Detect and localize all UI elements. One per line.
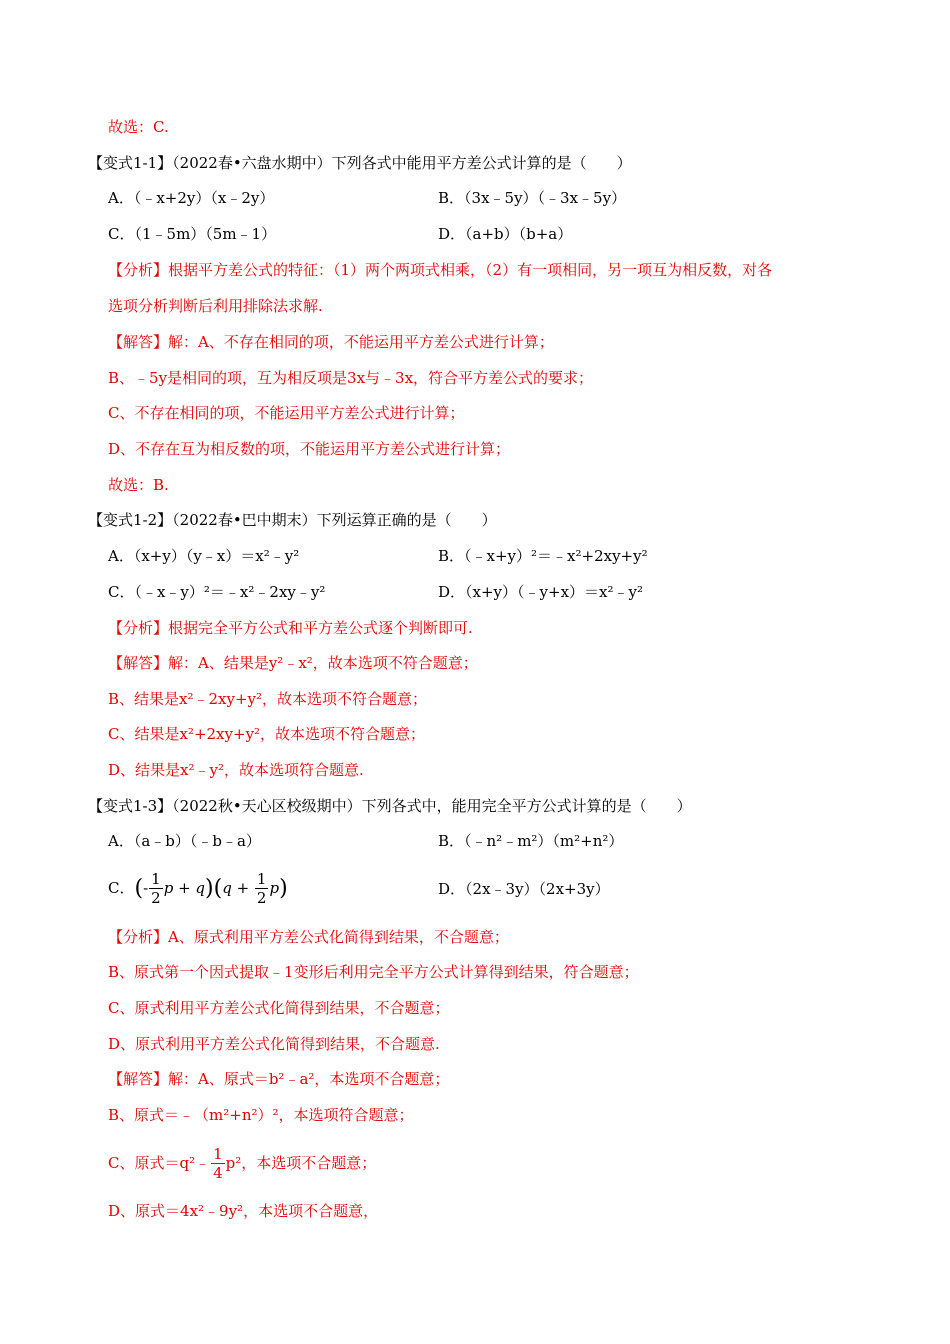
- q3-option-c: C．(- $\frac{1}{2}$ p + q)(q + $\frac{1}{2}$ p): [108, 870, 288, 907]
- q1-solution-line-4: D、不存在互为相反数的项，不能运用平方差公式进行计算；: [108, 440, 511, 458]
- q2-solution-line-1: 【解答】解：A、结果是y²﹣x²，故本选项不符合题意；: [108, 654, 478, 672]
- half-fraction: $\frac{1}{2}$: [151, 870, 161, 907]
- q2-solution-line-2: B、结果是x²﹣2xy+y²，故本选项不符合题意；: [108, 690, 428, 708]
- q3-analysis-line-4: D、原式利用平方差公式化简得到结果，不合题意.: [108, 1035, 440, 1053]
- q1-option-d: D．（a+b）（b+a）: [438, 225, 573, 243]
- q1-solution-line-1: 【解答】解：A、不存在相同的项，不能运用平方差公式进行计算；: [108, 333, 554, 351]
- q2-option-b: B．（﹣x+y）²＝﹣x²+2xy+y²: [438, 547, 648, 565]
- q1-option-a: A．（﹣x+2y）（x﹣2y）: [108, 189, 275, 207]
- q3-option-d: D．（2x﹣3y）（2x+3y）: [438, 880, 610, 898]
- q1-option-b: B．（3x﹣5y）（﹣3x﹣5y）: [438, 189, 627, 207]
- q2-solution-line-3: C、结果是x²+2xy+y²，故本选项不符合题意；: [108, 725, 426, 743]
- q3-solution-line-1: 【解答】解：A、原式＝b²﹣a²，本选项不合题意；: [108, 1070, 450, 1088]
- q3-solution-line-3: C、原式＝q²﹣ $\frac{1}{4}$ p²，本选项不合题意；: [108, 1145, 377, 1182]
- question-1-2-title: 【变式1-2】（2022春•巴中期末）下列运算正确的是（ ）: [88, 511, 497, 529]
- q2-option-a: A．（x+y）（y﹣x）＝x²﹣y²: [108, 547, 300, 565]
- q1-option-c: C．（1﹣5m）（5m﹣1）: [108, 225, 277, 243]
- q1-solution-line-3: C、不存在相同的项，不能运用平方差公式进行计算；: [108, 404, 465, 422]
- q3-solution-line-2: B、原式＝﹣（m²+n²）²，本选项符合题意；: [108, 1106, 414, 1124]
- q2-option-d: D．（x+y）（﹣y+x）＝x²﹣y²: [438, 583, 643, 601]
- q3-analysis-line-1: 【分析】A、原式利用平方差公式化简得到结果，不合题意；: [108, 928, 509, 946]
- question-1-3-title: 【变式1-3】（2022秋•天心区校级期中）下列各式中，能用完全平方公式计算的是（ ）: [88, 797, 692, 815]
- q3-analysis-line-2: B、原式第一个因式提取﹣1变形后利用完全平方公式计算得到结果，符合题意；: [108, 963, 639, 981]
- q2-analysis: 【分析】根据完全平方公式和平方差公式逐个判断即可.: [108, 619, 473, 637]
- q3-analysis-line-3: C、原式利用平方差公式化简得到结果，不合题意；: [108, 999, 450, 1017]
- half-fraction-2: $\frac{1}{2}$: [256, 870, 267, 907]
- q1-analysis-line-2: 选项分析判断后利用排除法求解.: [108, 297, 323, 315]
- answer-line: 故选：C.: [108, 118, 169, 136]
- q2-solution-line-4: D、结果是x²﹣y²，故本选项符合题意.: [108, 761, 364, 779]
- q1-answer: 故选：B.: [108, 476, 169, 494]
- quarter-fraction: $\frac{1}{4}$: [213, 1145, 223, 1182]
- q2-option-c: C．（﹣x﹣y）²＝﹣x²﹣2xy﹣y²: [108, 583, 326, 601]
- q3-option-c-label: C．: [108, 879, 135, 897]
- q3-option-a: A．（a﹣b）（﹣b﹣a）: [108, 832, 261, 850]
- q3-solution-line-4: D、原式＝4x²﹣9y²，本选项不合题意，: [108, 1202, 379, 1220]
- question-1-1-title: 【变式1-1】（2022春•六盘水期中）下列各式中能用平方差公式计算的是（ ）: [88, 154, 632, 172]
- q1-analysis-line-1: 【分析】根据平方差公式的特征：（1）两个两项式相乘，（2）有一项相同，另一项互为相反数，对各: [108, 261, 773, 279]
- q1-solution-line-2: B、﹣5y是相同的项，互为相反项是3x与﹣3x，符合平方差公式的要求；: [108, 369, 594, 387]
- q3-option-b: B．（﹣n²﹣m²）（m²+n²）: [438, 832, 624, 850]
